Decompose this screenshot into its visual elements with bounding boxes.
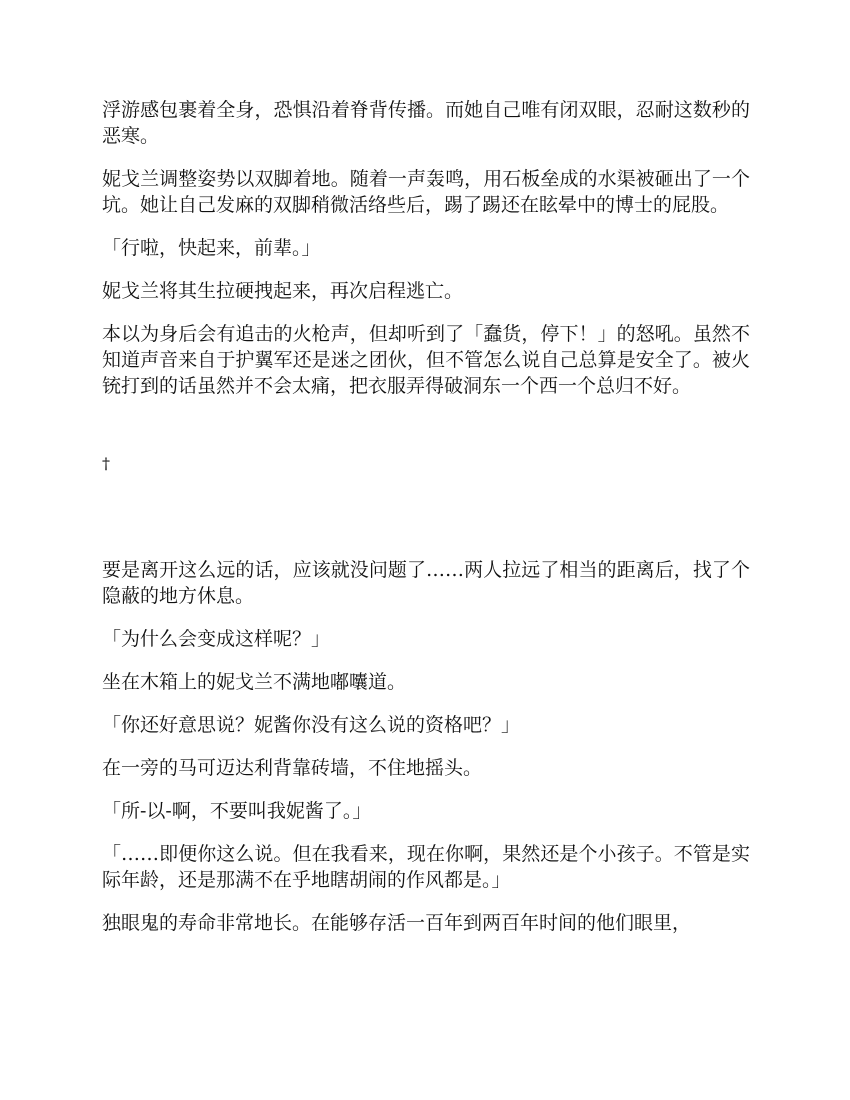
paragraph: 独眼鬼的寿命非常地长。在能够存活一百年到两百年时间的他们眼里，: [102, 912, 692, 934]
paragraph: 在一旁的马可迈达利背靠砖墙，不住地摇头。: [102, 757, 483, 779]
section-break-dagger: †: [102, 454, 110, 473]
dialogue-line: 「……即便你这么说。但在我看来，现在你啊，果然还是个小孩子。不管是实际年龄，还是那满不在乎地瞎胡闹的作风都是。」: [102, 843, 750, 891]
paragraph: 要是离开这么远的话，应该就没问题了……两人拉远了相当的距离后，找了个隐蔽的地方休息。: [102, 559, 750, 607]
paragraph: 本以为身后会有追击的火枪声，但却听到了「蠢货，停下！」的怒吼。虽然不知道声音来自于护翼军还是迷之团伙，但不管怎么说自己总算是安全了。被火铳打到的话虽然并不会太痛，把衣服弄得破洞东一个西一个总归不好。: [102, 323, 750, 397]
dialogue-line: 「所-以-啊，不要叫我妮酱了。」: [102, 800, 372, 822]
paragraph: 浮游感包裹着全身，恐惧沿着脊背传播。而她自己唯有闭双眼，忍耐这数秒的恶寒。: [102, 99, 750, 147]
dialogue-line: 「你还好意思说？妮酱你没有这么说的资格吧？」: [102, 714, 521, 736]
paragraph: 妮戈兰调整姿势以双脚着地。随着一声轰鸣，用石板垒成的水渠被砸出了一个坑。她让自己发麻的双脚稍微活络些后，踢了踢还在眩晕中的博士的屁股。: [102, 168, 750, 216]
dialogue-line: 「行啦，快起来，前辈。」: [102, 237, 321, 259]
paragraph: 妮戈兰将其生拉硬拽起来，再次启程逃亡。: [102, 280, 464, 302]
paragraph: 坐在木箱上的妮戈兰不满地嘟囔道。: [102, 671, 407, 693]
dialogue-line: 「为什么会变成这样呢？」: [102, 628, 331, 650]
document-page: [102, 97, 750, 953]
